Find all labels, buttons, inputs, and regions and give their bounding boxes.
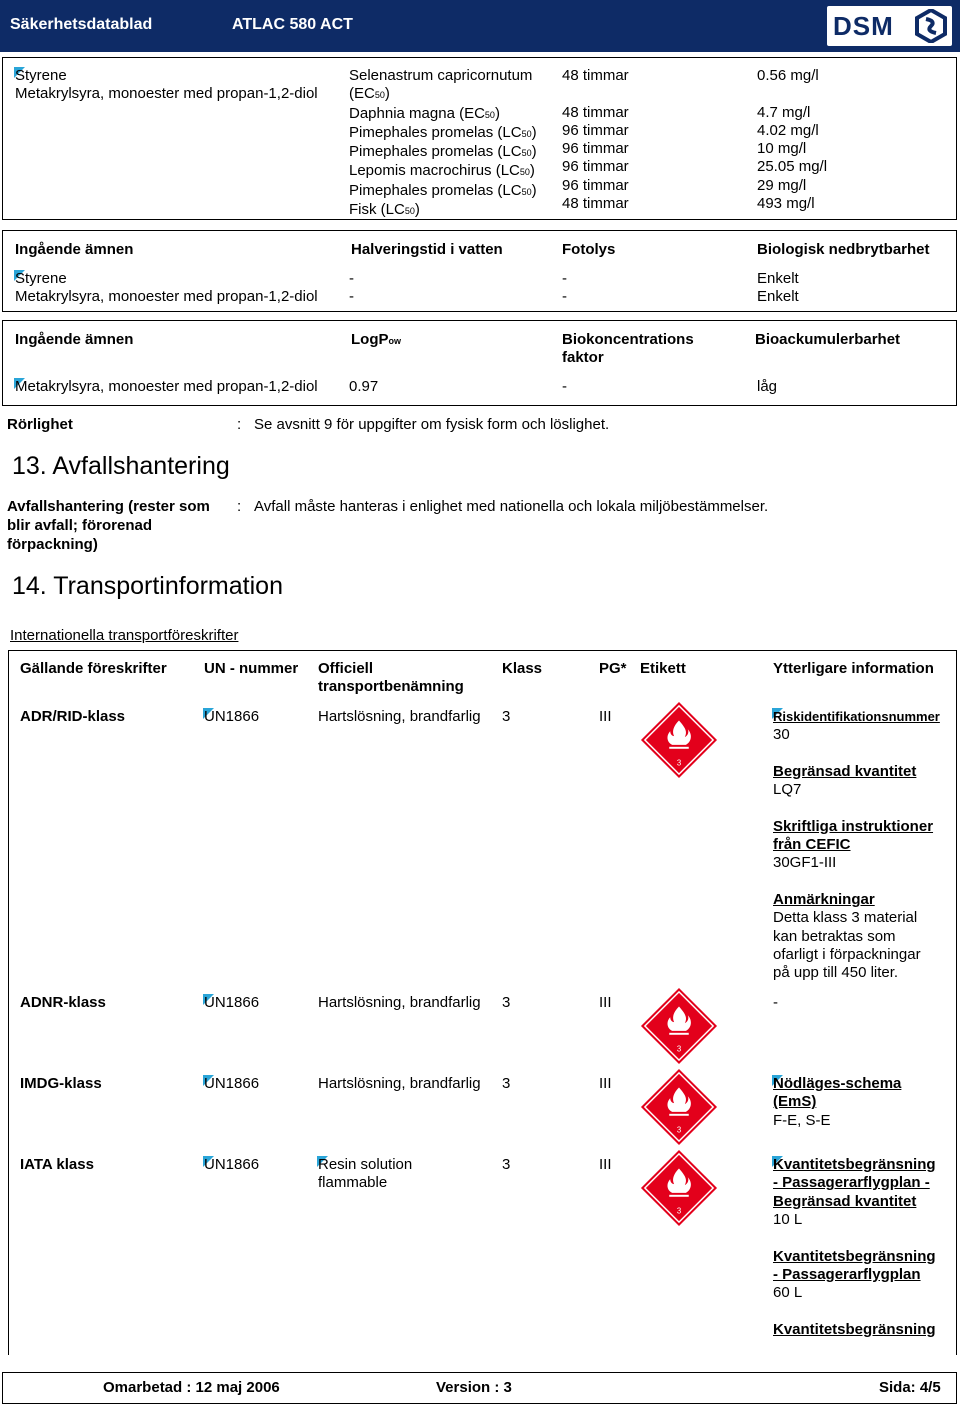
cell [562,85,629,103]
subscript: 50 [521,148,532,159]
flammable-hazard-label-icon [640,987,718,1065]
cell: låg [757,378,778,395]
cell: 29 mg/l [757,176,807,194]
cell: 10 mg/l [757,140,807,158]
row-packing-group: III [599,1075,612,1092]
cell: - [349,270,354,287]
mobility-colon: : [237,416,242,433]
column-header: PG* [599,660,627,677]
row-shipping-name: Hartslösning, brandfarlig [318,1075,481,1092]
info-value: Detta klass 3 material [773,909,918,927]
info-value: 30 [773,726,790,744]
cell: Pimephales promelas (LC50) [349,181,537,199]
cell: Metakrylsyra, monoester med propan-1,2-diol [15,288,318,305]
page-footer [2,1372,957,1404]
revised-date: Omarbetad : 12 maj 2006 [103,1379,280,1396]
mobility-text: Se avsnitt 9 för uppgifter om fysisk form och löslighet. [254,416,610,433]
cell: Enkelt [757,288,799,305]
cell: 4.7 mg/l [757,103,811,121]
cell: Fisk (LC50) [349,201,420,219]
subscript: ow [388,336,401,346]
ecotox-species-column [349,67,537,220]
info-heading: Nödläges-schema [773,1075,902,1092]
row-packing-group: III [599,1156,612,1173]
logp-label: LogPow [351,331,401,348]
row-un-number: UN1866 [204,1075,260,1092]
cell: 4.02 mg/l [757,121,819,139]
cell: 96 timmar [562,158,629,176]
info-value: 30GF1-III [773,854,837,872]
info-value: F-E, S-E [773,1111,831,1129]
row-un-number: UN1866 [204,708,260,725]
info-value: på upp till 450 liter. [773,964,899,982]
column-header: Fotolys [562,241,616,258]
column-header: Klass [502,660,543,677]
header-bar [0,0,960,52]
page-number: Sida: 4/5 [879,1379,941,1396]
info-heading: Begränsad kvantitet [773,1192,917,1210]
info-heading: - Passagerarflygplan [773,1265,921,1283]
waste-label-line: förpackning) [7,536,98,553]
cell: Styrene [15,67,67,84]
cell: Daphnia magna (EC50) [349,104,500,122]
info-value: LQ7 [773,781,802,799]
info-heading: Riskidentifikationsnummer [773,709,940,724]
flammable-hazard-label-icon [640,1149,718,1227]
cell: 0.97 [349,378,379,395]
row-info: - [773,994,778,1011]
mobility-label: Rörlighet [7,416,73,433]
waste-colon: : [237,498,242,515]
subscript: 50 [404,206,415,217]
info-heading: Begränsad kvantitet [773,762,917,780]
section-14-title: 14. Transportinformation [12,572,283,600]
cell: 96 timmar [562,121,629,139]
cell: Metakrylsyra, monoester med propan-1,2-diol [15,378,318,395]
info-heading: Kvantitetsbegränsning [773,1320,936,1338]
info-value: 60 L [773,1284,803,1302]
subscript: 50 [519,167,530,178]
cell: - [349,288,354,305]
cell: (EC50) [349,85,390,103]
row-class: 3 [502,1156,511,1173]
cell: Lepomis macrochirus (LC50) [349,162,535,180]
cell: Pimephales promelas (LC50) [349,123,537,141]
column-header: Ytterligare information [773,660,934,677]
row-class: 3 [502,994,511,1011]
cell: 48 timmar [562,195,629,213]
cell: - [562,378,567,395]
row-shipping-name: Hartslösning, brandfarlig [318,708,481,725]
cell: 493 mg/l [757,195,815,213]
row-shipping-name: Hartslösning, brandfarlig [318,994,481,1011]
info-heading: Kvantitetsbegränsning [773,1156,936,1173]
column-header: transportbenämning [318,678,464,695]
info-value: ofarligt i förpackningar [773,945,921,963]
column-header: Biokoncentrations [562,331,694,348]
transport-subtitle: Internationella transportföreskrifter [10,627,239,644]
row-regulation: IATA klass [20,1156,94,1173]
column-header: Officiell [318,660,374,677]
cell: Selenastrum capricornutum [349,67,533,84]
row-shipping-name: Resin solution [318,1156,413,1173]
logo-icon [914,9,948,43]
subscript: 50 [374,90,385,101]
row-regulation: IMDG-klass [20,1075,102,1092]
cell [757,85,827,103]
info-heading: Skriftliga instruktioner [773,817,934,835]
cell: 96 timmar [562,140,629,158]
info-heading: - Passagerarflygplan - [773,1174,930,1192]
cell: 0.56 mg/l [757,67,819,84]
label-class-number: 3 [676,1125,682,1135]
row-class: 3 [502,708,511,725]
cell: Styrene [15,270,67,287]
cell: Pimephales promelas (LC50) [349,143,537,161]
column-header: Ingående ämnen [15,331,134,348]
info-heading: från CEFIC [773,836,851,854]
row-packing-group: III [599,994,612,1011]
cell: - [562,270,567,287]
cell: Enkelt [757,270,799,287]
column-header: Bioackumulerbarhet [755,331,901,348]
label-class-number: 3 [676,1044,682,1054]
info-value: kan betraktas som [773,927,896,945]
ecotox-time-column [562,67,629,213]
column-header: Ingående ämnen [15,241,134,258]
waste-label-line: Avfallshantering (rester som [7,498,210,515]
cell: - [562,288,567,305]
flammable-hazard-label-icon [640,701,718,779]
row-class: 3 [502,1075,511,1092]
info-heading: Anmärkningar [773,891,875,908]
section-13-title: 13. Avfallshantering [12,452,230,480]
column-header: UN - nummer [204,660,299,677]
column-header: faktor [562,349,604,366]
cell: 48 timmar [562,67,629,84]
cell: 96 timmar [562,176,629,194]
product-name: ATLAC 580 ACT [232,16,353,33]
info-value: 10 L [773,1210,803,1228]
column-header: Etikett [640,660,686,677]
version: Version : 3 [436,1379,512,1396]
label-class-number: 3 [676,758,682,768]
info-heading: (EmS) [773,1093,817,1111]
logo-text: DSM [833,11,894,41]
waste-label-line: blir avfall; förorenad [7,517,153,534]
info-heading: Kvantitetsbegränsning [773,1247,936,1265]
ecotox-value-column [757,67,827,213]
subscript: 50 [521,128,532,139]
cell: Metakrylsyra, monoester med propan-1,2-diol [15,85,318,103]
flammable-hazard-label-icon [640,1068,718,1146]
row-un-number: UN1866 [204,1156,260,1173]
row-un-number: UN1866 [204,994,260,1011]
row-regulation: ADR/RID-klass [20,708,126,725]
row-regulation: ADNR-klass [20,994,106,1011]
column-header: Halveringstid i vatten [351,241,503,258]
document-type: Säkerhetsdatablad [10,16,153,33]
label-class-number: 3 [676,1206,682,1216]
subscript: 50 [484,109,495,120]
cell: 25.05 mg/l [757,158,828,176]
dsm-logo [827,6,952,46]
ecotox-substance-column [15,67,318,104]
column-header [351,331,401,350]
waste-text: Avfall måste hanteras i enlighet med nationella och lokala miljöbestämmelser. [254,498,769,515]
subscript: 50 [521,186,532,197]
row-shipping-name: flammable [318,1174,388,1191]
cell: 48 timmar [562,103,629,121]
column-header: Biologisk nedbrytbarhet [757,241,930,258]
row-packing-group: III [599,708,612,725]
column-header: Gällande föreskrifter [20,660,167,677]
